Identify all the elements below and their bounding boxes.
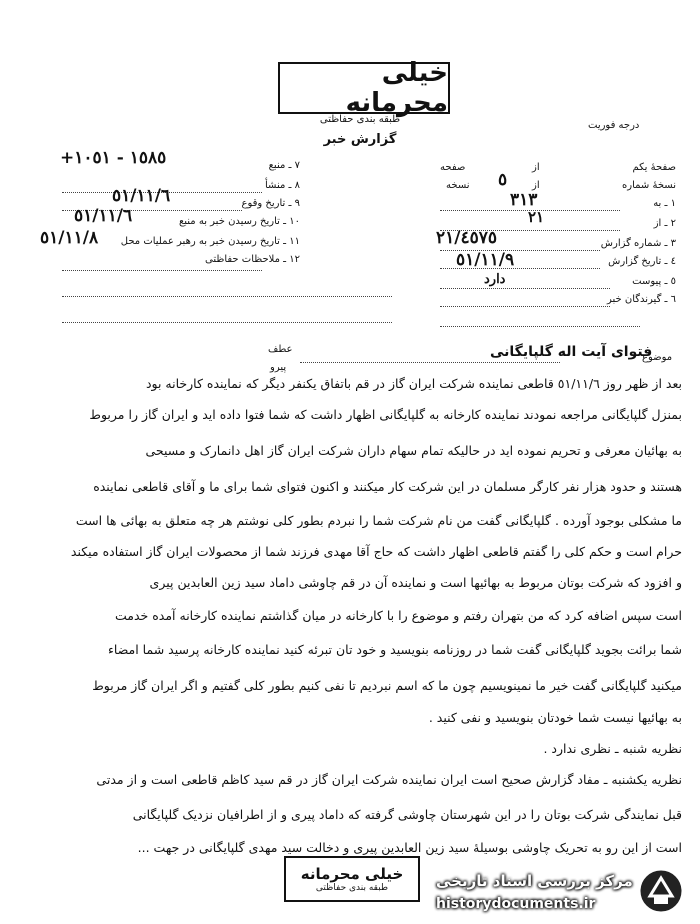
opinion-line: نظریه یکشنبه ـ مفاد گزارش صحیح است ایران نماینده شرکت ایران گاز در قم سید کاظم قاطعی است و از مدتی: [96, 772, 682, 787]
field-label-origin: ٨ ـ منشأ: [264, 180, 300, 191]
body-line: و افزود که شرکت بوتان مربوط به بهائیها است و نماینده آن در قم چاوشی داماد سید زین العابدین پیری: [149, 575, 682, 590]
field-label-source: ٧ ـ منبع: [268, 160, 300, 171]
field-value-from: ٢١: [528, 208, 545, 226]
field-value-ops-date: ٥١/١١/٨: [40, 228, 99, 248]
field-line-notes-3: [62, 322, 392, 323]
bottom-stamp-sub: طبقه بندی حفاظتی: [315, 883, 389, 893]
top-classification-stamp: خیلی محرمانه: [278, 62, 450, 114]
classification-label: طبقه بندی حفاظتی: [319, 114, 401, 125]
field-value-to: ٣١٣: [510, 190, 538, 210]
field-value-source: +١٥٨٥ - ١٠٥١: [60, 148, 167, 168]
field-value-report-date: ٥١/١١/٩: [456, 250, 515, 270]
opinion-line: قبل نمایندگی شرکت بوتان را در این شهرستان چاوشی گرفته که داماد پیری و از اطرافیان نزدیک گلپایگانی: [132, 807, 682, 822]
field-label-page: صفحهٔ یکم: [632, 162, 676, 173]
field-label-from: ٢ ـ از: [653, 218, 676, 229]
subject-line: [300, 362, 560, 363]
field-label-ops-date: ١١ ـ تاریخ رسیدن خبر به رهبر عملیات محل: [120, 236, 300, 247]
body-line: هستند و حدود هزار نفر کارگر مسلمان در این شرکت کار میکنند و اکنون فتوای شما برای ما و آقای قاطعی نماینده: [93, 479, 682, 494]
field-label-report-date: ٤ ـ تاریخ گزارش: [608, 256, 676, 267]
field-value-copy: ٥: [498, 170, 508, 190]
body-line: به بهائیان معرفی و تحریم نموده اید در حالیکه تمام سهام داران شرکت ایران گاز اهل دانمارک و مسیحی: [145, 443, 682, 458]
body-line: بعد از ظهر روز ٥١/١١/٦ قاطعی نماینده شرکت ایران گاز در قم باتفاق یکنفر دیگر که نماینده کارخانه بود: [145, 376, 682, 391]
report-title: گزارش خبر: [323, 132, 397, 147]
body-line: بمنزل گلپایگانی مراجعه نمودند نماینده کارخانه به گلپایگانی اظهار داشت که شما فتوا داده اید و ایران گاز را مربوط: [89, 407, 682, 422]
field-label-to: ١ ـ به: [653, 198, 676, 209]
body-line: حرام است و حکم کلی را گفتم قاطعی اظهار داشت که حاج آقا مهدی فرزند شما از محصولات ایران گاز استفاده میکند: [70, 544, 682, 559]
field-mid-page-unit: صفحه: [440, 162, 466, 173]
field-mid-copy-unit: نسخه: [446, 180, 470, 191]
body-line: ما مشکلی بوجود آورده . گلپایگانی گفت من نام شرکت شما را نبردم بطور کلی نوشتم هر چه متعلق به بهائی ها است: [75, 513, 682, 528]
field-value-report-no: ٢١/٤٥٧٥: [436, 228, 497, 248]
subject-value: فتوای آیت اله گلپایگانی: [490, 344, 653, 360]
opinion-line: است از این رو به تحریک چاوشی بوسیلهٔ سید زین العابدین پیری و دخالت سید مهدی گلپایگانی در جهت ...: [137, 840, 682, 855]
field-label-security-notes: ١٢ ـ ملاحظات حفاظتی: [205, 254, 300, 265]
field-label-event-date: ٩ ـ تاریخ وقوع: [241, 198, 300, 209]
field-line-notes-2: [62, 296, 392, 297]
body-line: میکنید گلپایگانی گفت خیر ما نمینویسیم چون ما که اسم نبردیم تا نفی کنیم بطور کلی گفتیم و اگر ایران گاز مربوط: [92, 678, 682, 693]
follow-up-label: پیرو: [270, 362, 287, 373]
field-label-recipients: ٦ ـ گیرندگان خبر: [606, 294, 676, 305]
field-mid-copy-of: از: [532, 180, 540, 191]
field-label-report-no: ٣ ـ شماره گزارش: [600, 238, 676, 249]
field-value-source-date: ٥١/١١/٦: [74, 206, 133, 226]
priority-label: درجه فوریت: [588, 120, 640, 131]
reference-label: عطف: [268, 344, 293, 355]
field-label-source-date: ١٠ ـ تاریخ رسیدن خبر به منبع: [178, 216, 300, 227]
subject-label: موضوع: [642, 352, 673, 363]
field-label-attachment: ٥ ـ پیوست: [632, 276, 676, 287]
field-line-attachment: [440, 288, 610, 289]
watermark-persian-text: مرکز بررسی اسناد تاریخی: [436, 872, 633, 890]
opinion-line: نظریه شنبه ـ نظری ندارد .: [543, 741, 682, 756]
field-value-event-date: ٥١/١١/٦: [112, 186, 171, 206]
field-mid-page-of: از: [532, 162, 540, 173]
field-line-notes-1: [62, 270, 262, 271]
bottom-stamp-text: خیلی محرمانه: [300, 865, 404, 883]
bottom-classification-stamp: [284, 856, 420, 902]
archive-logo-icon: [636, 866, 686, 916]
field-line-recipients: [440, 306, 610, 307]
body-line: شما برائت بجوید گلپایگانی گفت شما در روزنامه بنویسید و خود تان تبرئه کنید نماینده کارخانه پرسید شما امضاء: [108, 642, 682, 657]
body-line: است سپس اضافه کرد که من بتهران رفتم و موضوع را با کارخانه در میان گذاشتم نماینده کارخانه آمده خدمت: [115, 608, 682, 623]
watermark-url-text: historydocuments.ir: [436, 896, 596, 912]
field-value-attach-hand: دارد: [484, 272, 506, 287]
body-line: به بهائیها نیست شما خودتان بنویسید و نفی کنید .: [428, 710, 682, 725]
field-label-copy: نسخهٔ شماره: [622, 180, 676, 191]
field-line-recipients-2: [440, 326, 640, 327]
